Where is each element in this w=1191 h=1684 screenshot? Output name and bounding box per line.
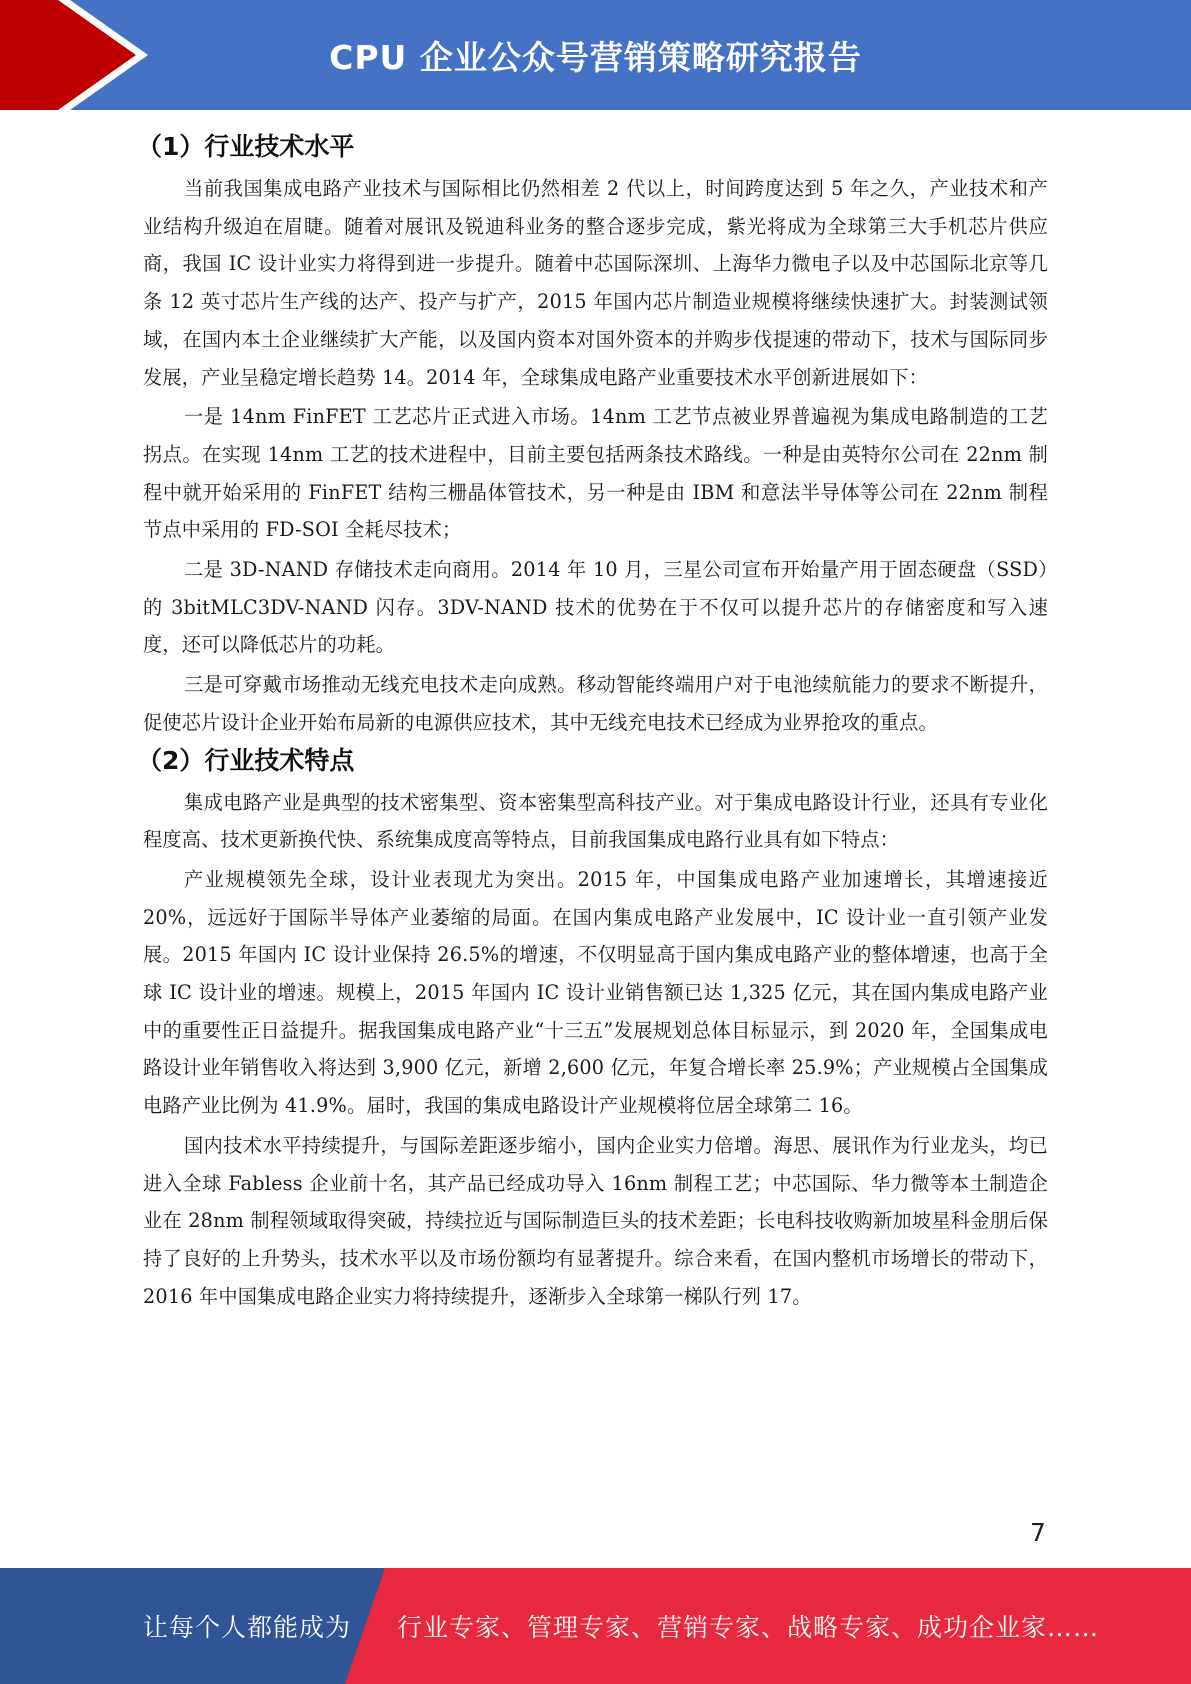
page-number: 7	[1030, 1518, 1046, 1547]
page-footer	[0, 1568, 1191, 1684]
paragraph: 国内技术水平持续提升，与国际差距逐步缩小，国内企业实力倍增。海思、展讯作为行业龙头，均已进入全球 Fabless 企业前十名，其产品已经成功导入 16nm 制程工艺；中芯国际、华力微等本土制造企业在 28nm 制程领域取得突破，持续拉近与国际制造巨头的技术差距；长电科技收购新加坡星科金朋后保持了良好的上升势头，技术水平以及市场份额均有显著提升。综合来看，在国内整机市场增长的带动下，2016 年中国集成电路企业实力将持续提升，逐渐步入全球第一梯队行列 17。	[143, 1133, 1048, 1308]
main-content	[137, 128, 1048, 1315]
section-heading: （2）行业技术特点	[137, 745, 355, 775]
paragraph: 产业规模领先全球，设计业表现尤为突出。2015 年，中国集成电路产业加速增长，其增速接近 20%，远远好于国际半导体产业萎缩的局面。在国内集成电路产业发展中，IC 设计业一直引领产业发展。2015 年国内 IC 设计业保持 26.5%的增速，不仅明显高于国内集成电路产业的整体增速，也高于全球 IC 设计业的增速。规模上，2015 年国内 IC 设计业销售额已达 1,325 亿元，其在国内集成电路产业中的重要性正日益提升。据我国集成电路产业“十三五”发展规划总体目标显示，到 2020 年，全国集成电路设计业年销售收入将达到 3,900 亿元，新增 2,600 亿元，年复合增长率 25.9%；产业规模占全国集成电路产业比例为 41.9%。届时，我国的集成电路设计产业规模将位居全球第二 16。	[143, 867, 1048, 1118]
footer-slogan-right: 行业专家、管理专家、营销专家、战略专家、成功企业家……	[397, 1613, 1100, 1642]
paragraph: 当前我国集成电路产业技术与国际相比仍然相差 2 代以上，时间跨度达到 5 年之久，产业技术和产业结构升级迫在眉睫。随着对展讯及锐迪科业务的整合逐步完成，紫光将成为全球第三大手机芯片供应商，我国 IC 设计业实力将得到进一步提升。随着中芯国际深圳、上海华力微电子以及中芯国际北京等几条 12 英寸芯片生产线的达产、投产与扩产，2015 年国内芯片制造业规模将继续快速扩大。封装测试领域，在国内本土企业继续扩大产能，以及国内资本对国外资本的并购步伐提速的带动下，技术与国际同步发展，产业呈稳定增长趋势 14。2014 年，全球集成电路产业重要技术水平创新进展如下：	[143, 177, 1048, 389]
paragraph: 三是可穿戴市场推动无线充电技术走向成熟。移动智能终端用户对于电池续航能力的要求不断提升，促使芯片设计企业开始布局新的电源供应技术，其中无线充电技术已经成为业界抢攻的重点。	[143, 673, 1048, 734]
page-header	[0, 0, 1191, 110]
document-title: CPU 企业公众号营销策略研究报告	[329, 37, 862, 77]
paragraph: 集成电路产业是典型的技术密集型、资本密集型高科技产业。对于集成电路设计行业，还具有专业化程度高、技术更新换代快、系统集成度高等特点，目前我国集成电路行业具有如下特点：	[143, 790, 1048, 852]
section-heading: （1）行业技术水平	[137, 132, 355, 161]
paragraph: 一是 14nm FinFET 工艺芯片正式进入市场。14nm 工艺节点被业界普遍视为集成电路制造的工艺拐点。在实现 14nm 工艺的技术进程中，目前主要包括两条技术路线。一种是由英特尔公司在 22nm 制程中就开始采用的 FinFET 结构三栅晶体管技术，另一种是由 IBM 和意法半导体等公司在 22nm 制程节点中采用的 FD-SOI 全耗尽技术；	[143, 405, 1048, 542]
paragraph: 二是 3D-NAND 存储技术走向商用。2014 年 10 月，三星公司宣布开始量产用于固态硬盘（SSD）的 3bitMLC3DV-NAND 闪存。3DV-NAND 技术的优势在于不仅可以提升芯片的存储密度和写入速度，还可以降低芯片的功耗。	[143, 558, 1048, 657]
footer-slogan-left: 让每个人都能成为	[143, 1613, 352, 1642]
